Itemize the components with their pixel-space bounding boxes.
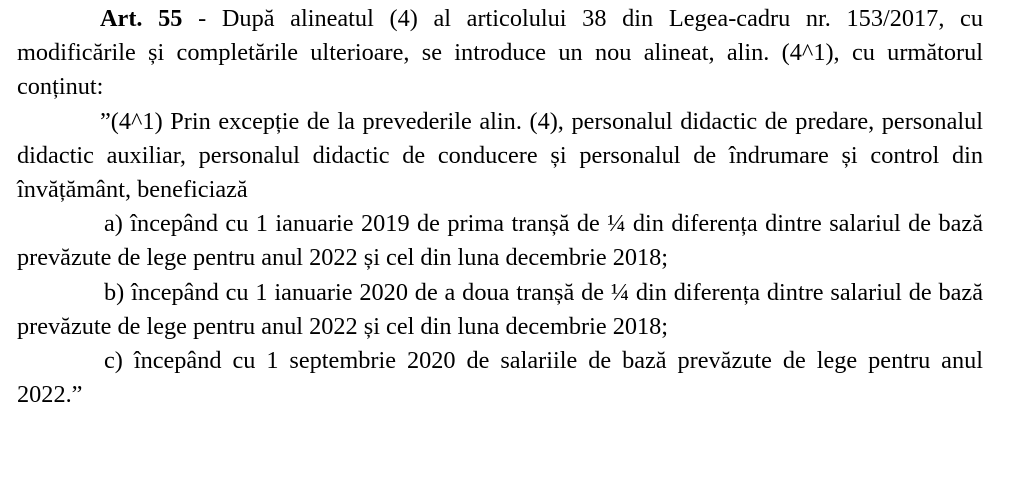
- article-intro: - După alineatul (4) al articolului 38 din Legea-cadru nr. 153/2017, cu modificările și completările ulterioare, se introduce un nou alineat, alin. (4^1), cu următorul conținut:: [17, 5, 983, 101]
- list-item-b: b) începând cu 1 ianuarie 2020 de a doua tranșă de ¼ din diferența dintre salariul de bază prevăzute de lege pentru anul 2022 și cel din luna decembrie 2018;: [17, 278, 983, 340]
- legal-document: [17, 2, 983, 412]
- quoted-alineat: ”(4^1) Prin excepție de la prevederile alin. (4), personalul didactic de predare, personalul didactic auxiliar, personalul didactic de conducere și personalul de îndrumare și control din învățământ, beneficiază: [17, 107, 983, 204]
- list-item-c: c) începând cu 1 septembrie 2020 de salariile de bază prevăzute de lege pentru anul 2022.”: [17, 347, 983, 409]
- article-label: Art. 55: [100, 5, 183, 32]
- list-item-a: a) începând cu 1 ianuarie 2019 de prima tranșă de ¼ din diferența dintre salariul de bază prevăzute de lege pentru anul 2022 și cel din luna decembrie 2018;: [17, 210, 983, 272]
- article-paragraph: [17, 2, 983, 105]
